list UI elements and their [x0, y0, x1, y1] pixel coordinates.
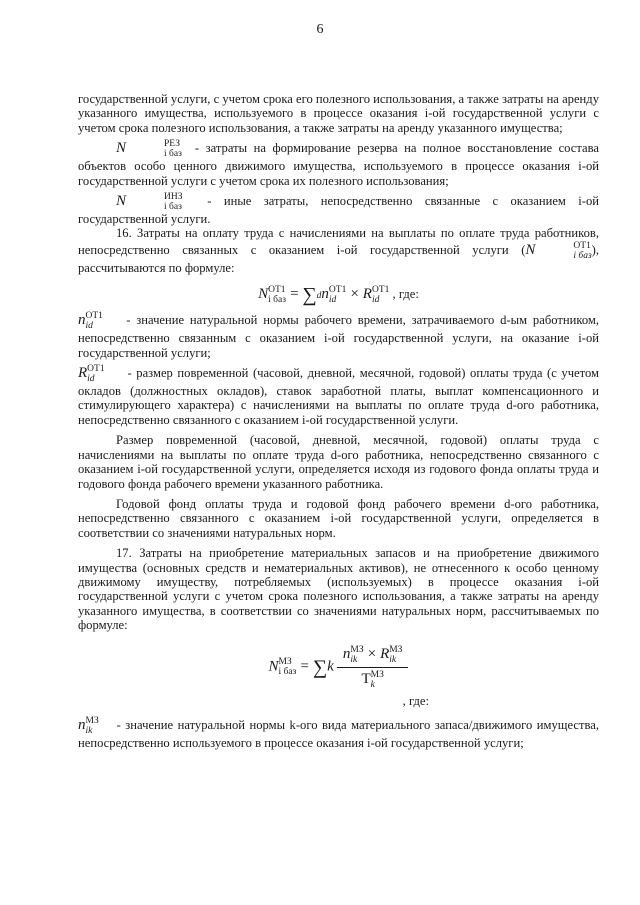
- symbol-sub: i баз: [164, 149, 182, 160]
- formula-where: , где:: [402, 693, 429, 708]
- symbol-n: N: [116, 192, 127, 209]
- definition-inz: [78, 192, 599, 226]
- sum-sign: ∑: [302, 284, 317, 307]
- paragraph-16-part-a: 16. Затраты на оплату труда с начислениями на выплаты по оплате труда работников, непосредственно связанных с оказанием i-ой государственной услуги (: [78, 226, 599, 257]
- symbol-n: N: [525, 241, 536, 258]
- paragraph-fund: Годовой фонд оплаты труда и годовой фонд рабочего времени d-ого работника, непосредственно связанного с оказанием i-ой государственной услуги, определяется в соответствии со значениями натуральных норм.: [78, 496, 599, 540]
- sum-index: d: [316, 291, 322, 302]
- body-text: [78, 92, 599, 750]
- formula-sup: ОТ1: [268, 285, 286, 296]
- paragraph-continuation: государственной услуги, с учетом срока его полезного использования, а также затраты на аренду указанного имущества, используемого в процессе оказания i-ой государственной услуги с учетом срока полезного использования, а также затраты на аренду указанного имущества;: [78, 92, 599, 135]
- sum-sign: ∑: [312, 655, 328, 678]
- formula-where: , где:: [392, 287, 419, 302]
- page-number: 6: [316, 22, 324, 37]
- definition-text: - размер повременной (часовой, дневной, месячной, годовой) оплаты труда (с учетом окладов (должностных окладов), ставок заработной платы, выплат компенсационного и стимулирующего характера) с начислениями на выплаты по оплате труда d-ого работника, непосредственно связанного с оказанием i-ой государственной услуги.: [78, 365, 599, 427]
- formula-ot1: N ОТ1 i баз = ∑dn ОТ1 id × R ОТ1 id , где:: [258, 284, 419, 307]
- definition-rid: R ОТ1 id - размер повременной (часовой, дневной, месячной, годовой) оплаты труда (с учетом окладов (должностных окладов), ставок заработной платы, выплат компенсационного и стимулирующего характера) с начислениями на выплаты по оплате труда d-ого работника, непосредственно связанного с оказанием i-ой государственной услуги.: [78, 364, 599, 427]
- paragraph-size: Размер повременной (часовой, дневной, месячной, годовой) оплаты труда с начислениями на выплаты по оплате труда d-ого работника, непосредственно связанного с оказанием i-ой государственной услуги, определяется исходя из годового фонда оплаты труда и годового фонда рабочего времени указанного работника.: [78, 433, 599, 491]
- paragraph-16: [78, 226, 599, 275]
- definition-text: - значение натуральной нормы k-ого вида материального запаса/движимого имущества, непосредственно используемого в процессе оказания i-ой государственной услуги;: [78, 717, 599, 750]
- paragraph-17: 17. Затраты на приобретение материальных запасов и на приобретение движимого имущества (основных средств и нематериальных активов), не отнесенного к особо ценному движимому имуществу, потребляемых (используемых) в процессе оказания i-ой государственной услуги с учетом срока полезного использования, а также затраты на аренду указанного имущества, в соответствии со значениями натуральных норм, рассчитываемых по формуле:: [78, 546, 599, 633]
- definition-nid: n ОТ1 id - значение натуральной нормы рабочего времени, затрачиваемого d-ым работником, непосредственно связанным с оказанием i-ой государственной услуги, на оказание i-ой государственной услуги;: [78, 311, 599, 360]
- symbol-sub: i баз: [164, 202, 182, 213]
- definition-text: - иные затраты, непосредственно связанные с оказанием i-ой государственной услуги.: [78, 193, 600, 227]
- formula-mz: N МЗ i баз = ∑k n МЗ ik × R МЗ ik T МЗ k: [78, 645, 599, 690]
- symbol-n: N: [116, 140, 127, 157]
- sum-index: k: [327, 657, 334, 674]
- symbol-sub: i баз: [573, 250, 592, 261]
- paragraph-16-part-b: ), рассчитываются по формуле:: [78, 242, 599, 275]
- definition-nik: n МЗ ik - значение натуральной нормы k-ого вида материального запаса/движимого имущества, непосредственно используемого в процессе оказания i-ой государственной услуги;: [78, 715, 599, 750]
- symbol-sup: РЕЗ: [164, 139, 180, 150]
- definition-text: - значение натуральной нормы рабочего времени, затрачиваемого d-ым работником, непосредственно связанным с оказанием i-ой государственной услуги, на оказание i-ой государственной услуги;: [78, 313, 599, 360]
- fraction: n МЗ ik × R МЗ ik T МЗ k: [337, 645, 409, 690]
- symbol-sup: ИНЗ: [164, 192, 183, 203]
- formula-sub: i баз: [268, 295, 286, 306]
- definition-text: - затраты на формирование резерва на полное восстановление состава объектов особо ценного движимого имущества, используемого в процессе оказания i-ой государственной услуги с учетом срока их полезного использования;: [78, 141, 599, 188]
- definition-rez: [78, 139, 599, 188]
- symbol-sup: ОТ1: [573, 240, 591, 251]
